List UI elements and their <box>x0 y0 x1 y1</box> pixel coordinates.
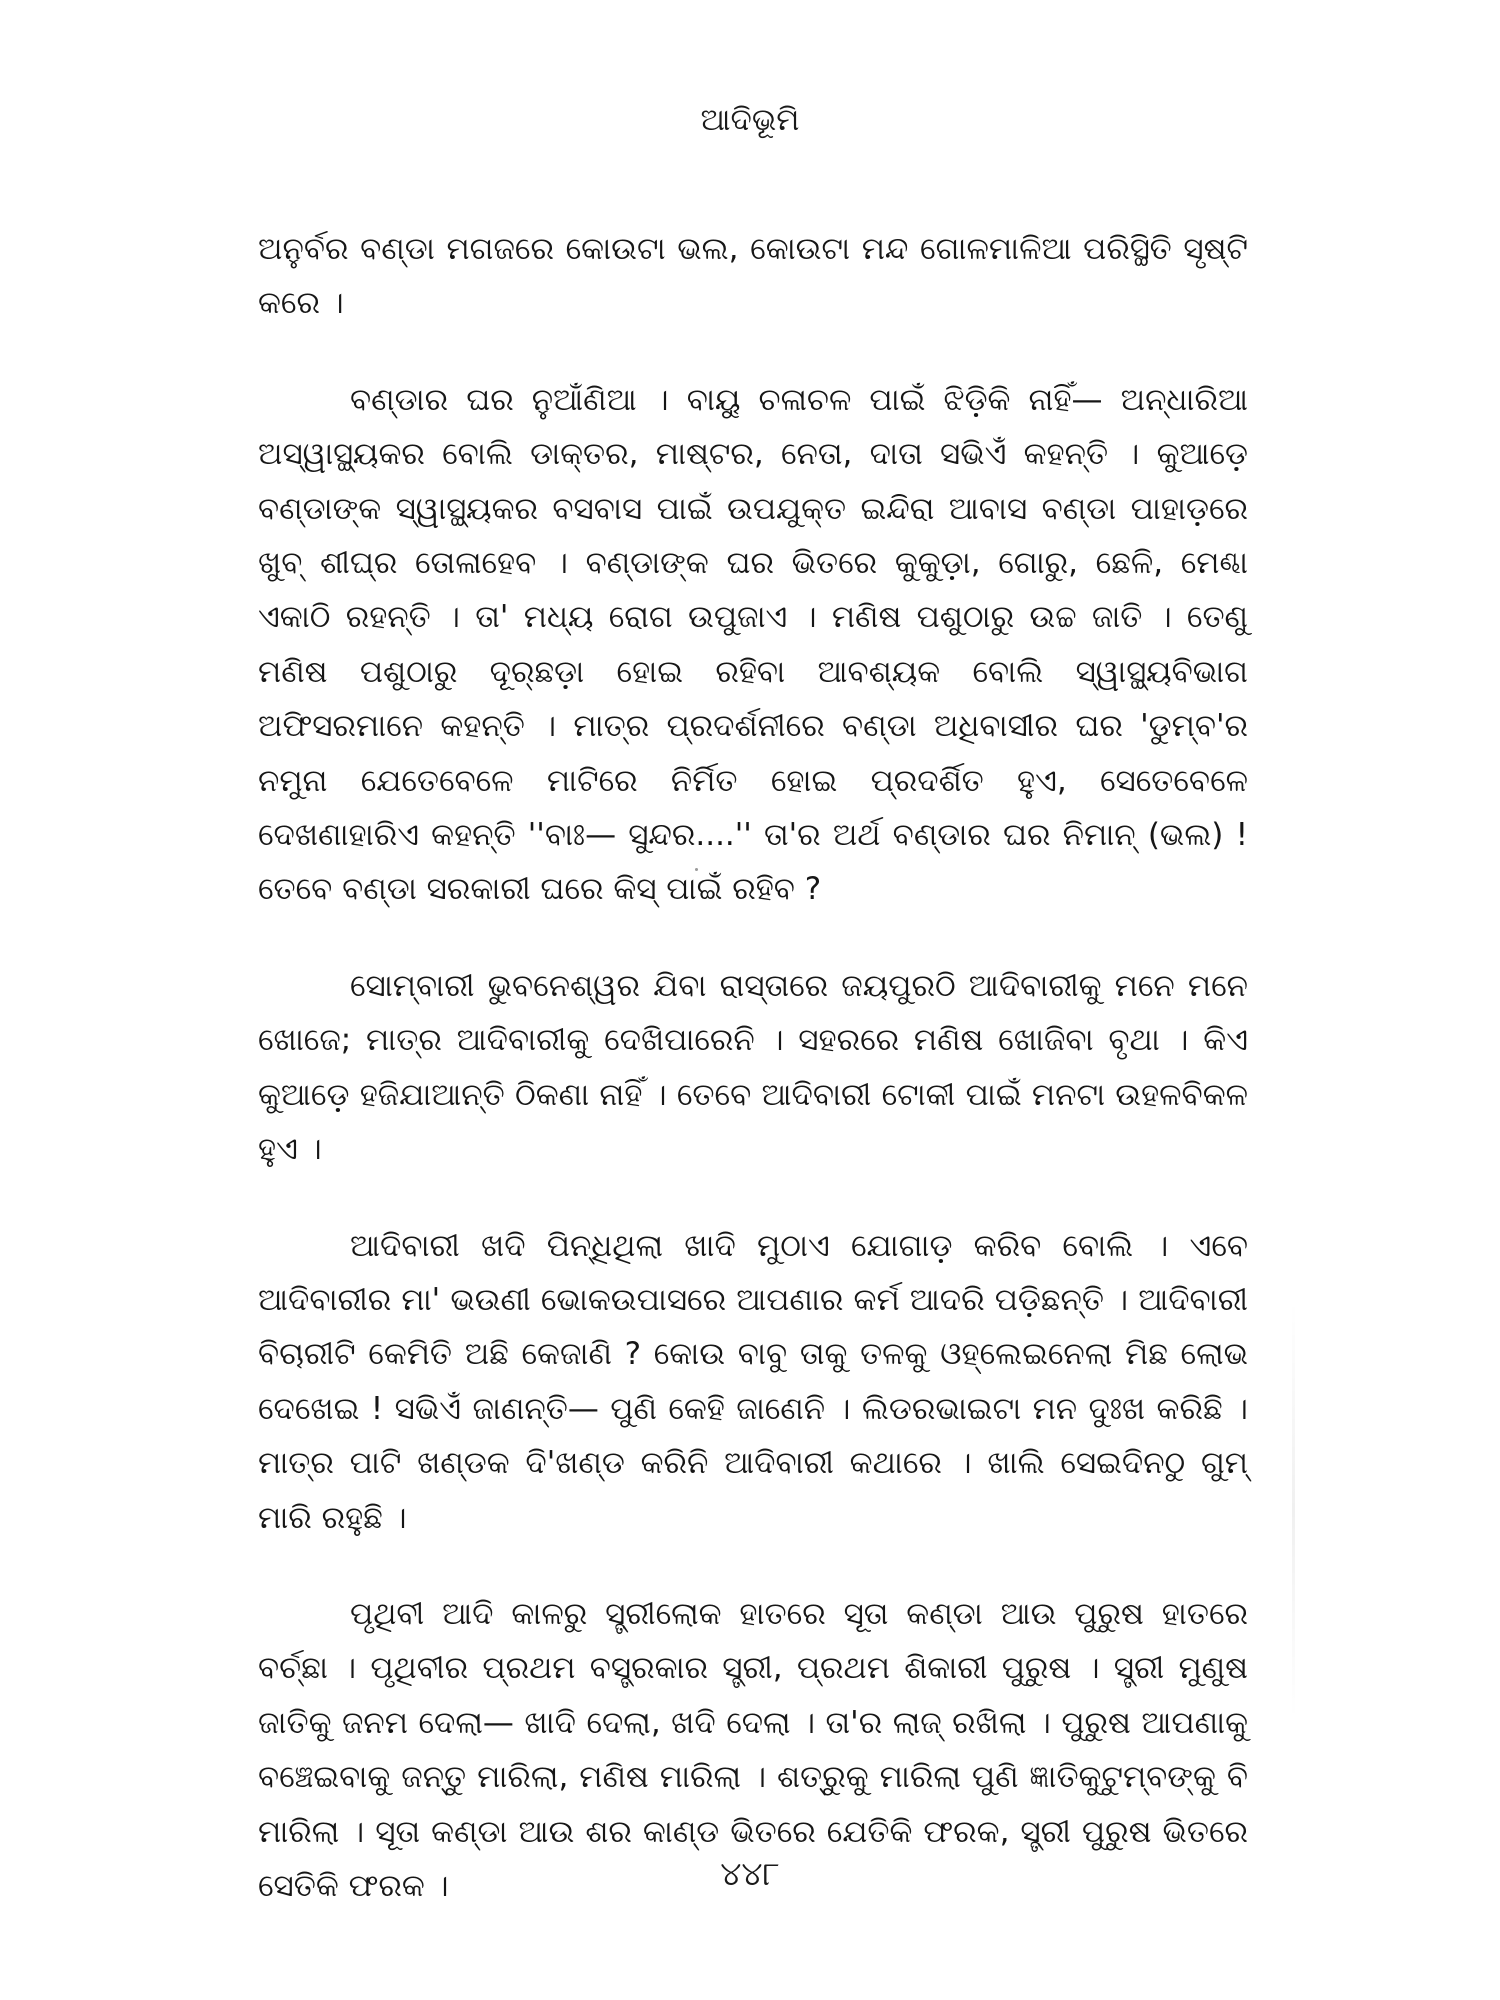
scan-edge-shadow <box>1292 1300 1295 1720</box>
paragraph-1: ଅନୁର୍ବର ବଣ୍ଡା ମଗଜରେ କୋଉଟା ଭଲ, କୋଉଟା ମନ୍ଦ ଗୋଳମାଳିଆ ପରିସ୍ଥିତି ସୃଷ୍ଟି କରେ । <box>258 231 1248 322</box>
body-text <box>258 222 1248 1913</box>
paragraph-4: ଆଦିବାରୀ ଖଦି ପିନ୍ଧିଥିଲା ଖାଦି ମୁଠାଏ ଯୋଗାଡ଼ କରିବ ବୋଲି । ଏବେ ଆଦିବାରୀର ମା' ଭଉଣୀ ଭୋକଉପାସରେ ଆପଣାର କର୍ମ ଆଦରି ପଡ଼ିଛନ୍ତି । ଆଦିବାରୀ ବିଚାରୀଟି କେମିତି ଅଛି କେଜାଣି ? କୋଉ ବାବୁ ତାକୁ ତଳକୁ ଓହ୍ଲେଇନେଲା ମିଛ ଲୋଭ ଦେଖେଇ ! ସଭିଏଁ ଜାଣନ୍ତି— ପୁଣି କେହି ଜାଣେନି । ଲିଡରଭାଇଟା ମନ ଦୁଃଖ କରିଛି । ମାତ୍ର ପାଟି ଖଣ୍ଡକ ଦି'ଖଣ୍ଡ କରିନି ଆଦିବାରୀ କଥାରେ । ଖାଲି ସେଇଦିନଠୁ ଗୁମ୍ ମାରି ରହୁଛି । <box>258 1227 1248 1536</box>
running-head-title: ଆଦିଭୂମି <box>700 102 800 138</box>
paragraph-2: ବଣ୍ଡାର ଘର ନୁଆଁଣିଆ । ବାୟୁ ଚଳାଚଳ ପାଇଁ ଝିଡ଼ିକି ନାହିଁ— ଅନ୍ଧାରିଆ ଅସ୍ୱାସ୍ଥ୍ୟକର ବୋଲି ଡାକ୍ତର, ମାଷ୍ଟର, ନେତା, ଦାତା ସଭିଏଁ କହନ୍ତି । କୁଆଡ଼େ ବଣ୍ଡାଙ୍କ ସ୍ୱାସ୍ଥ୍ୟକର ବସବାସ ପାଇଁ ଉପଯୁକ୍ତ ଇନ୍ଦିରା ଆବାସ ବଣ୍ଡା ପାହାଡ଼ରେ ଖୁବ୍ ଶୀଘ୍ର ତୋଳାହେବ । ବଣ୍ଡାଙ୍କ ଘର ଭିତରେ କୁକୁଡ଼ା, ଗୋରୁ, ଛେଳି, ମେଣ୍ଢା ଏକାଠି ରହନ୍ତି । ତା' ମଧ୍ୟ ରୋଗ ଉପୁଜାଏ । ମଣିଷ ପଶୁଠାରୁ ଉଚ୍ଚ ଜାତି । ତେଣୁ ମଣିଷ ପଶୁଠାରୁ ଦୂର୍‌ଛଡ଼ା ହୋଇ ରହିବା ଆବଶ୍ୟକ ବୋଲି ସ୍ୱାସ୍ଥ୍ୟବିଭାଗ ଅଫିସରମାନେ କହନ୍ତି । ମାତ୍ର ପ୍ରଦର୍ଶନୀରେ ବଣ୍ଡା ଅଧିବାସୀର ଘର 'ଡୁମ୍ବ'ର ନମୁନା ଯେତେବେଳେ ମାଟିରେ ନିର୍ମିତ ହୋଇ ପ୍ରଦର୍ଶିତ ହୁଏ, ସେତେବେଳେ ଦେଖଣାହାରିଏ କହନ୍ତି ''ବାଃ— ସୁନ୍ଦର....'' ତା'ର ଅର୍ଥ ବଣ୍ଡାର ଘର ନିମାନ୍ (ଭଲ) ! ତେବେ ବଣ୍ଡା ସରକାରୀ ଘରେ କିସ୍ ପାଇଁ ରହିବ ? <box>258 381 1248 908</box>
paper-speck <box>695 868 698 871</box>
paragraph-5: ପୃଥିବୀ ଆଦି କାଳରୁ ସ୍ତ୍ରୀଲୋକ ହାତରେ ସୂତା କଣ୍ଡା ଆଉ ପୁରୁଷ ହାତରେ ବର୍ଚ୍ଛା । ପୃଥିବୀର ପ୍ରଥମ ବସ୍ତ୍ରକାର ସ୍ତ୍ରୀ, ପ୍ରଥମ ଶିକାରୀ ପୁରୁଷ । ସ୍ତ୍ରୀ ମୁଣୁଷ ଜାତିକୁ ଜନମ ଦେଲା— ଖାଦି ଦେଲା, ଖଦି ଦେଲା । ତା'ର ଲାଜ୍ ରଖିଲା । ପୁରୁଷ ଆପଣାକୁ ବଞ୍ଚେଇବାକୁ ଜନ୍ତୁ ମାରିଲା, ମଣିଷ ମାରିଲା । ଶତ୍ରୁକୁ ମାରିଲା ପୁଣି ଜ୍ଞାତିକୁଟୁମ୍ବଙ୍କୁ ବି ମାରିଲା । ସୂତା କଣ୍ଡା ଆଉ ଶର କାଣ୍ଡ ଭିତରେ ଯେତିକି ଫରକ, ସ୍ତ୍ରୀ ପୁରୁଷ ଭିତରେ ସେତିକି ଫରକ । <box>258 1595 1248 1904</box>
paragraph-3: ସୋମ୍‌ବାରୀ ଭୁବନେଶ୍ୱର ଯିବା ରାସ୍ତାରେ ଜୟପୁରଠି ଆଦିବାରୀକୁ ମନେ ମନେ ଖୋଜେ; ମାତ୍ର ଆଦିବାରୀକୁ ଦେଖିପାରେନି । ସହରରେ ମଣିଷ ଖୋଜିବା ବୃଥା । କିଏ କୁଆଡ଼େ ହଜିଯାଆନ୍ତି ଠିକଣା ନାହିଁ । ତେବେ ଆଦିବାରୀ ଟୋକୀ ପାଇଁ ମନଟା ଉହଳବିକଳ ହୁଏ । <box>258 967 1248 1168</box>
page-number: ୪୪୮ <box>720 1854 780 1893</box>
